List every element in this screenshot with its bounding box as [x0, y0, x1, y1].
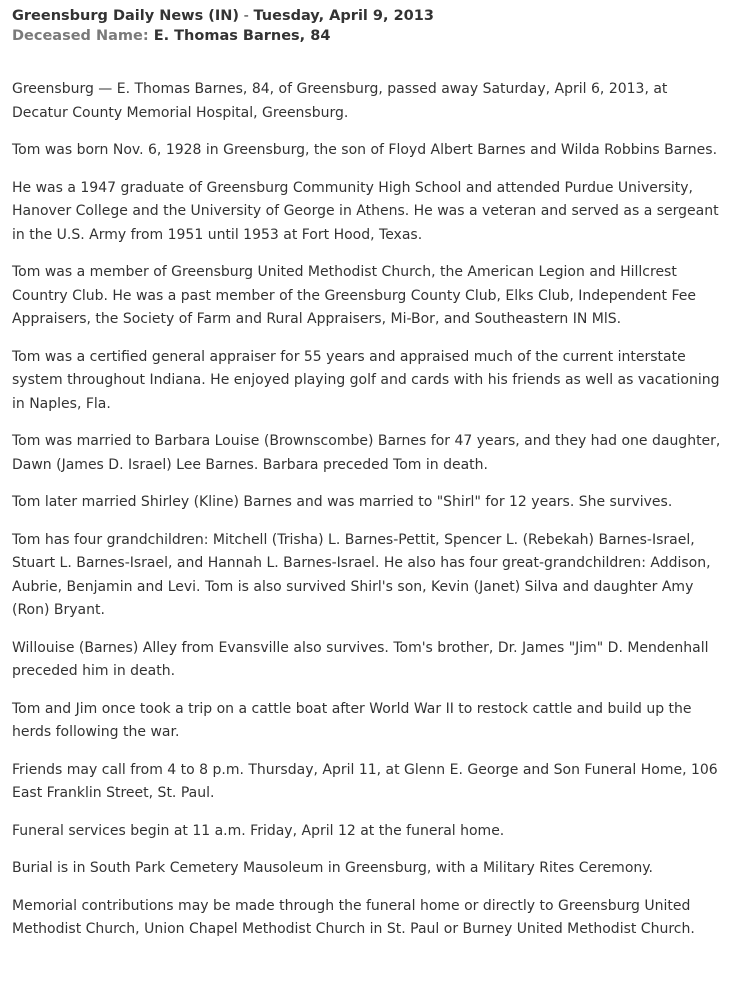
paragraph: Funeral services begin at 11 a.m. Friday, April 12 at the funeral home.	[12, 822, 505, 839]
paragraph: Tom was a certified general appraiser for 55 years and appraised much of the current interstate system throughout Indiana. He enjoyed playing golf and cards with his friends as well as vacationing in Naples, Fla.	[12, 348, 720, 412]
header-separator: -	[239, 8, 254, 24]
paragraph: He was a 1947 graduate of Greensburg Community High School and attended Purdue University, Hanover College and the University of George in Athens. He was a veteran and served as a sergeant in the U.S. Army from 1951 until 1953 at Fort Hood, Texas.	[12, 179, 719, 243]
paragraph: Friends may call from 4 to 8 p.m. Thursday, April 11, at Glenn E. George and Son Funeral Home, 106 East Franklin Street, St. Paul.	[12, 761, 718, 801]
deceased-name: E. Thomas Barnes, 84	[153, 28, 331, 44]
paragraph: Tom later married Shirley (Kline) Barnes and was married to "Shirl" for 12 years. She survives.	[12, 494, 673, 510]
deceased-line	[12, 26, 723, 46]
deceased-label: Deceased Name:	[12, 28, 149, 44]
paragraph: Greensburg — E. Thomas Barnes, 84, of Greensburg, passed away Saturday, April 6, 2013, at Decatur County Memorial Hospital, Greensburg.	[12, 81, 668, 121]
publication-date: Tuesday, April 9, 2013	[253, 8, 434, 24]
paragraph: Willouise (Barnes) Alley from Evansville also survives. Tom's brother, Dr. James "Jim" D. Mendenhall preceded him in death.	[12, 639, 709, 679]
paragraph: Tom has four grandchildren: Mitchell (Trisha) L. Barnes-Pettit, Spencer L. (Rebekah) Barnes-Israel, Stuart L. Barnes-Israel, and Hannah L. Barnes-Israel. He also has four great-grandchildren: Addison, Aubrie, Benjamin and Levi. Tom is also survived Shirl's son, Kevin (Janet) Silva and daughter Amy (Ron) Bryant.	[12, 531, 711, 618]
publication-line	[12, 6, 723, 26]
publication-name: Greensburg Daily News (IN)	[12, 8, 240, 24]
paragraph: Tom was born Nov. 6, 1928 in Greensburg, the son of Floyd Albert Barnes and Wilda Robbins Barnes.	[12, 142, 718, 158]
paragraph: Tom was a member of Greensburg United Methodist Church, the American Legion and Hillcrest Country Club. He was a past member of the Greensburg County Club, Elks Club, Independent Fee Appraisers, the Society of Farm and Rural Appraisers, Mi-Bor, and Southeastern IN MlS.	[12, 264, 696, 327]
obituary-body	[12, 78, 723, 942]
paragraph: Burial is in South Park Cemetery Mausoleum in Greensburg, with a Military Rites Ceremony.	[12, 860, 653, 876]
paragraph: Tom and Jim once took a trip on a cattle boat after World War II to restock cattle and build up the herds following the war.	[12, 700, 692, 740]
paragraph: Memorial contributions may be made through the funeral home or directly to Greensburg United Methodist Church, Union Chapel Methodist Church in St. Paul or Burney United Methodist Church.	[12, 897, 695, 937]
paragraph: Tom was married to Barbara Louise (Brownscombe) Barnes for 47 years, and they had one daughter, Dawn (James D. Israel) Lee Barnes. Barbara preceded Tom in death.	[12, 433, 721, 473]
